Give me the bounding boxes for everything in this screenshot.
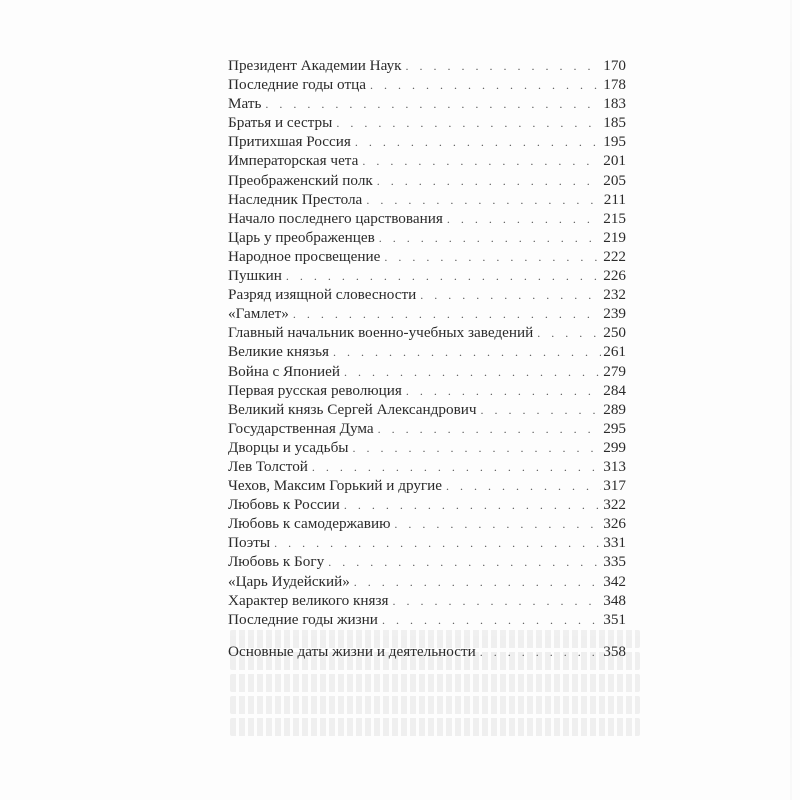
dot-leader bbox=[378, 420, 602, 439]
toc-entry-title: Братья и сестры bbox=[228, 114, 333, 132]
toc-entry-title: Основные даты жизни и деятельности bbox=[228, 642, 476, 660]
toc-entry-title: Начало последнего царствования bbox=[228, 209, 443, 227]
toc-entry-title: Притихшая Россия bbox=[228, 133, 351, 151]
dot-leader bbox=[312, 458, 601, 477]
toc-entry[interactable] bbox=[228, 610, 626, 629]
dot-leader bbox=[370, 76, 601, 95]
toc-entry[interactable] bbox=[228, 552, 626, 571]
toc-entry-page: 178 bbox=[603, 76, 626, 94]
dot-leader bbox=[344, 496, 601, 515]
dot-leader bbox=[377, 172, 601, 191]
toc-entry-page: 342 bbox=[603, 572, 626, 590]
toc-entry[interactable] bbox=[228, 151, 626, 170]
toc-entry-title: Последние годы отца bbox=[228, 76, 366, 94]
toc-entry[interactable] bbox=[228, 171, 626, 190]
toc-entry-title: Любовь к Богу bbox=[228, 553, 325, 571]
toc-entry[interactable] bbox=[228, 323, 626, 342]
toc-entry-page: 232 bbox=[603, 286, 626, 304]
dot-leader bbox=[537, 324, 601, 343]
toc-entry[interactable] bbox=[228, 533, 626, 552]
toc-entry-page: 295 bbox=[603, 419, 626, 437]
dot-leader bbox=[344, 363, 601, 382]
toc-entry-title: Характер великого князя bbox=[228, 591, 389, 609]
toc-entry[interactable] bbox=[228, 75, 626, 94]
toc-entry-title: Царь у преображенцев bbox=[228, 228, 375, 246]
toc-entry-title: Великие князья bbox=[228, 343, 330, 361]
toc-entry-appendix[interactable] bbox=[228, 642, 626, 661]
toc-entry-page: 358 bbox=[603, 642, 626, 660]
dot-leader bbox=[286, 267, 601, 286]
toc-entry-page: 250 bbox=[603, 324, 626, 342]
toc-entry[interactable] bbox=[228, 209, 626, 228]
toc-entry-page: 317 bbox=[603, 477, 626, 495]
toc-entry-page: 205 bbox=[603, 171, 626, 189]
toc-entry-title: Первая русская революция bbox=[228, 381, 402, 399]
dot-leader bbox=[446, 477, 601, 496]
toc-entry-title: «Царь Иудейский» bbox=[228, 572, 350, 590]
toc-entry[interactable] bbox=[228, 113, 626, 132]
toc-entry[interactable] bbox=[228, 56, 626, 75]
toc-entry[interactable] bbox=[228, 266, 626, 285]
toc-entry[interactable] bbox=[228, 419, 626, 438]
toc-entry-page: 239 bbox=[603, 305, 626, 323]
toc-entry-title: Война с Японией bbox=[228, 362, 341, 380]
toc-entry-title: Великий князь Сергей Александрович bbox=[228, 400, 477, 418]
toc-entry-page: 279 bbox=[603, 362, 626, 380]
toc-entry-page: 183 bbox=[603, 95, 626, 113]
toc-entry[interactable] bbox=[228, 132, 626, 151]
toc-entry[interactable] bbox=[228, 228, 626, 247]
toc-entry[interactable] bbox=[228, 94, 626, 113]
toc-entry-title: Преображенский полк bbox=[228, 171, 373, 189]
toc-entry[interactable] bbox=[228, 591, 626, 610]
toc-entry-title: Президент Академии Наук bbox=[228, 57, 402, 74]
toc-entry-title: Наследник Престола bbox=[228, 190, 363, 208]
toc-entry[interactable] bbox=[228, 190, 626, 209]
toc-entry[interactable] bbox=[228, 495, 626, 514]
toc-entry-title: Последние годы жизни bbox=[228, 610, 378, 628]
toc-entry-page: 299 bbox=[603, 438, 626, 456]
dot-leader bbox=[362, 152, 601, 171]
toc-list bbox=[228, 56, 626, 661]
dot-leader bbox=[366, 191, 601, 210]
toc-entry-title: Поэты bbox=[228, 534, 271, 552]
dot-leader bbox=[353, 439, 602, 458]
toc-entry-title: «Гамлет» bbox=[228, 305, 289, 323]
toc-entry[interactable] bbox=[228, 381, 626, 400]
dot-leader bbox=[333, 343, 601, 362]
toc-entry[interactable] bbox=[228, 457, 626, 476]
dot-leader bbox=[382, 611, 601, 630]
table-of-contents bbox=[228, 56, 626, 661]
toc-entry[interactable] bbox=[228, 514, 626, 533]
toc-entry-page: 313 bbox=[603, 457, 626, 475]
dot-leader bbox=[406, 382, 601, 401]
toc-entry-page: 195 bbox=[603, 133, 626, 151]
toc-entry-page: 326 bbox=[603, 515, 626, 533]
page-edge-shadow bbox=[790, 0, 792, 800]
toc-entry-title: Лев Толстой bbox=[228, 457, 308, 475]
toc-entry-page: 284 bbox=[603, 381, 626, 399]
dot-leader bbox=[392, 592, 601, 611]
toc-entry-title: Любовь к самодержавию bbox=[228, 515, 391, 533]
toc-entry[interactable] bbox=[228, 438, 626, 457]
toc-entry-page: 222 bbox=[603, 247, 626, 265]
dot-leader bbox=[293, 305, 601, 324]
toc-entry-title: Народное просвещение bbox=[228, 247, 381, 265]
toc-entry[interactable] bbox=[228, 362, 626, 381]
toc-entry-title: Главный начальник военно-учебных заведений bbox=[228, 324, 534, 342]
dot-leader bbox=[420, 286, 601, 305]
toc-entry-page: 170 bbox=[603, 57, 626, 74]
toc-entry-title: Дворцы и усадьбы bbox=[228, 438, 349, 456]
dot-leader bbox=[379, 229, 601, 248]
toc-entry-page: 322 bbox=[603, 496, 626, 514]
dot-leader bbox=[265, 95, 601, 114]
toc-entry[interactable] bbox=[228, 342, 626, 361]
toc-entry[interactable] bbox=[228, 476, 626, 495]
toc-entry-page: 261 bbox=[603, 343, 626, 361]
toc-entry-page: 215 bbox=[603, 209, 626, 227]
toc-entry-page: 219 bbox=[603, 228, 626, 246]
toc-entry-page: 289 bbox=[603, 400, 626, 418]
dot-leader bbox=[336, 114, 601, 133]
dot-leader bbox=[328, 553, 601, 572]
toc-entry[interactable] bbox=[228, 304, 626, 323]
toc-entry-title: Любовь к России bbox=[228, 496, 340, 514]
toc-entry-page: 351 bbox=[603, 610, 626, 628]
dot-leader bbox=[355, 133, 601, 152]
toc-entry-title: Разряд изящной словесности bbox=[228, 286, 417, 304]
toc-entry[interactable] bbox=[228, 247, 626, 266]
toc-entry-page: 201 bbox=[603, 152, 626, 170]
dot-leader bbox=[480, 643, 601, 662]
dot-leader bbox=[447, 210, 601, 229]
toc-entry-page: 211 bbox=[603, 190, 626, 208]
toc-entry[interactable] bbox=[228, 285, 626, 304]
toc-entry-title: Мать bbox=[228, 95, 262, 113]
toc-entry[interactable] bbox=[228, 572, 626, 591]
dot-leader bbox=[406, 57, 602, 76]
dot-leader bbox=[481, 401, 602, 420]
toc-entry-title: Чехов, Максим Горький и другие bbox=[228, 477, 443, 495]
toc-entry-page: 185 bbox=[603, 114, 626, 132]
toc-entry-title: Государственная Дума bbox=[228, 419, 374, 437]
dot-leader bbox=[354, 573, 601, 592]
dot-leader bbox=[394, 515, 601, 534]
toc-entry[interactable] bbox=[228, 400, 626, 419]
toc-entry-page: 335 bbox=[603, 553, 626, 571]
toc-entry-page: 331 bbox=[603, 534, 626, 552]
toc-entry-title: Пушкин bbox=[228, 267, 282, 285]
toc-entry-title: Императорская чета bbox=[228, 152, 359, 170]
toc-entry-page: 226 bbox=[603, 267, 626, 285]
toc-entry-page: 348 bbox=[603, 591, 626, 609]
dot-leader bbox=[274, 534, 601, 553]
dot-leader bbox=[384, 248, 601, 267]
